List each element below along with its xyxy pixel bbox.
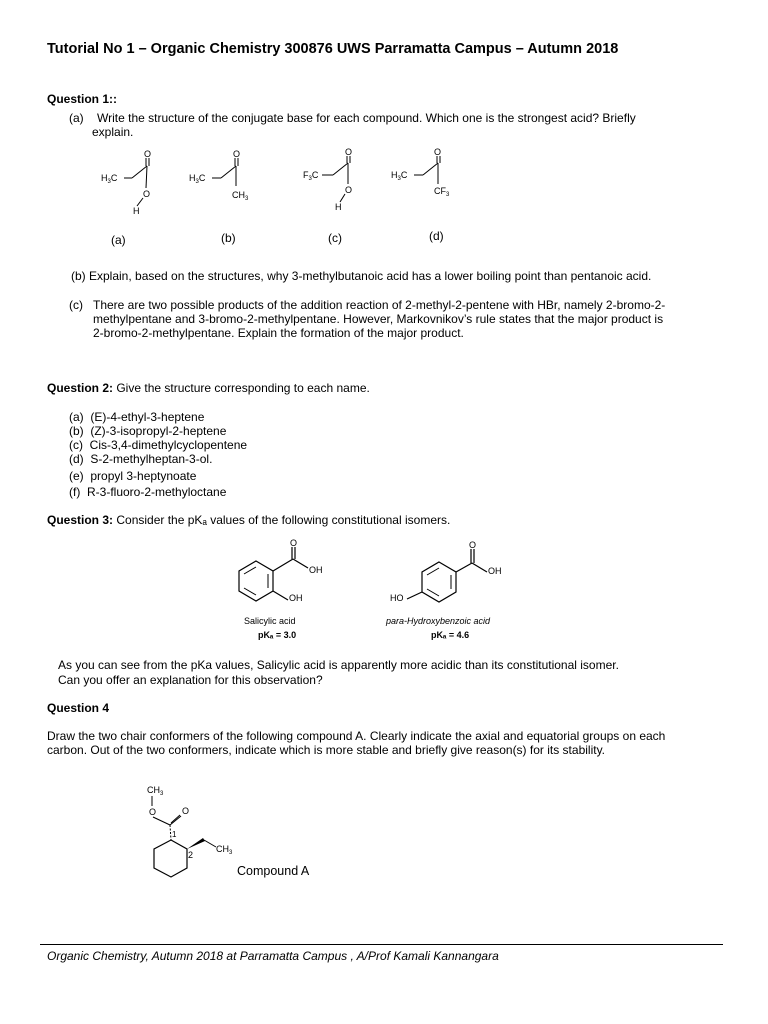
svg-text:O: O: [434, 147, 442, 157]
structure-salicylic-acid: [230, 537, 340, 647]
structure-compound-a: [140, 780, 250, 890]
q1-c-marker: (c): [69, 298, 83, 312]
q1-label-d: (d): [429, 229, 444, 243]
q2-item: (e) propyl 3-heptynoate: [69, 469, 197, 483]
q1-c-line1: There are two possible products of the addition reaction of 2-methyl-2-pentene with HBr, namely 2-bromo-2-: [93, 298, 666, 312]
svg-text:H: H: [133, 206, 140, 216]
svg-text:CH3: $CH_3$: [216, 844, 233, 856]
svg-text:CH3: $CH_3$: [147, 785, 164, 797]
q3-heading: Question 3: Consider the pKₐ values of the following constitutional isomers.: [47, 513, 451, 527]
q2-item: (a) (E)-4-ethyl-3-heptene: [69, 410, 205, 424]
svg-text:H3C: $H_3C$: [189, 173, 206, 185]
q1-a-line2: explain.: [92, 125, 134, 139]
q4-line1: Draw the two chair conformers of the following compound A. Clearly indicate the axial and equatorial groups on each: [47, 729, 666, 743]
q4-heading: Question 4: [47, 701, 110, 715]
svg-text:CF3: $CF_3$: [434, 186, 450, 198]
q3-line2: Can you offer an explanation for this observation?: [58, 673, 323, 687]
svg-text:OH: OH: [289, 593, 303, 603]
q1-label-b: (b): [221, 231, 236, 245]
svg-text:CH3: $CH_3$: [232, 190, 249, 202]
q1-a-marker: (a): [69, 111, 84, 125]
structure-trifluoroacetone: [388, 148, 468, 203]
q4-line2: carbon. Out of the two conformers, indicate which is more stable and briefly give reason(s) for its stability.: [47, 743, 606, 757]
q1-a-line1: Write the structure of the conjugate base for each compound. Which one is the strongest acid? Briefly: [97, 111, 636, 125]
compound-a-label: Compound A: [237, 864, 310, 878]
q3-line1: As you can see from the pKa values, Salicylic acid is apparently more acidic than its constitutional isomer.: [58, 658, 619, 672]
svg-text:O: O: [290, 538, 298, 548]
q2-item: (d) S-2-methylheptan-3-ol.: [69, 452, 213, 466]
svg-text:H: H: [335, 202, 342, 212]
q1-b-text: (b) Explain, based on the structures, why 3-methylbutanoic acid has a lower boiling point than pentanoic acid.: [71, 269, 652, 283]
svg-text:O: O: [144, 149, 152, 159]
svg-text:O: O: [345, 185, 353, 195]
svg-text:OH: OH: [488, 566, 502, 576]
svg-text:O: O: [233, 149, 241, 159]
structure-acetic-acid: [95, 150, 165, 220]
q1-label-c: (c): [328, 231, 342, 245]
svg-text:H3C: $H_3C$: [391, 170, 408, 182]
footer-text: Organic Chemistry, Autumn 2018 at Parramatta Campus , A/Prof Kamali Kannangara: [47, 949, 499, 963]
svg-text:2: 2: [188, 850, 194, 860]
salicylic-name: Salicylic acid: [244, 616, 296, 626]
q2-item: (c) Cis-3,4-dimethylcyclopentene: [69, 438, 248, 452]
para-name: para-Hydroxybenzoic acid: [386, 616, 491, 626]
q2-heading: Question 2: Give the structure corresponding to each name.: [47, 381, 370, 395]
q1-c-line3: 2-bromo-2-methylpentane. Explain the formation of the major product.: [93, 326, 464, 340]
footer-divider: [40, 944, 723, 945]
para-pka: pKₐ = 4.6: [431, 630, 470, 640]
structure-para-hydroxybenzoic-acid: [385, 537, 535, 647]
structure-acetone: [185, 150, 260, 205]
q2-item: (f) R-3-fluoro-2-methyloctane: [69, 485, 227, 499]
salicylic-pka: pKₐ = 3.0: [258, 630, 297, 640]
svg-text:OH: OH: [309, 565, 323, 575]
svg-text:F3C: $F_3C$: [303, 170, 319, 182]
svg-text:O: O: [143, 189, 151, 199]
svg-text:O: O: [469, 540, 477, 550]
page-title: Tutorial No 1 – Organic Chemistry 300876 UWS Parramatta Campus – Autumn 2018: [47, 41, 619, 57]
svg-text:O: O: [182, 806, 190, 816]
svg-text:HO: HO: [390, 593, 404, 603]
structure-trifluoroacetic-acid: [300, 147, 370, 220]
q1-c-line2: methylpentane and 3-bromo-2-methylpentane. However, Markovnikov’s rule states that the major product is: [93, 312, 664, 326]
svg-text:O: O: [345, 147, 353, 157]
q1-label-a: (a): [111, 233, 126, 247]
q1-heading: Question 1::: [47, 92, 118, 106]
q2-item: (b) (Z)-3-isopropyl-2-heptene: [69, 424, 227, 438]
svg-text:O: O: [149, 807, 157, 817]
svg-text:1: 1: [172, 830, 177, 839]
svg-text:H3C: $H_3C$: [101, 173, 118, 185]
